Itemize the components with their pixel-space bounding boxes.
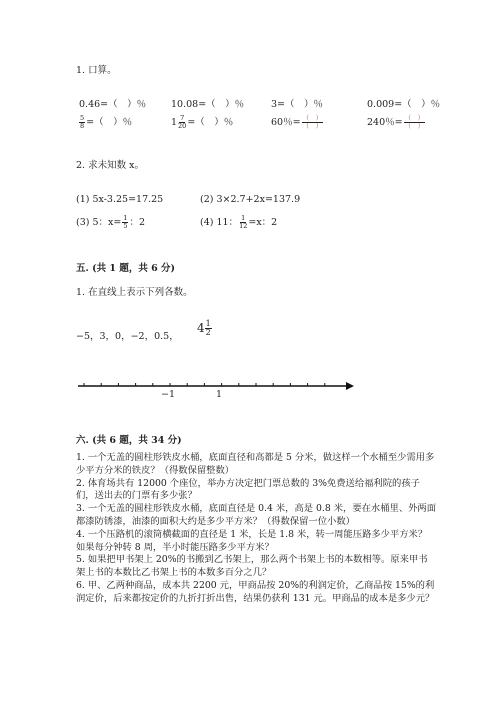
word-problems xyxy=(76,452,436,606)
problem-2: 2. 体育场共有 12000 个座位，举办方决定把门票总数的 3%免费送给福利院的孩子们，送出去的门票有多少张？ xyxy=(76,477,420,502)
section5-title: 五. (共 1 题，共 6 分) xyxy=(76,263,176,274)
section5-question: 1. 在直线上表示下列各数。 xyxy=(76,287,193,298)
oral-item-3: 3=（ ）％ xyxy=(271,99,324,110)
section6-title: 六. (共 6 题，共 34 分) xyxy=(76,435,182,446)
equation-1: (1) 5x-3.25=17.25 xyxy=(76,194,164,205)
section1-heading: 1. 口算。 xyxy=(76,65,117,76)
oral-item-6: 1 $\frac{7}{20}$ =（ ）％ xyxy=(171,114,234,130)
oral-item-4: 0.009=（ ）％ xyxy=(367,99,441,110)
section2-heading: 2. 求未知数 x。 xyxy=(76,160,144,171)
oral-item-5: $\frac{5}{8}$ =（ ）％ xyxy=(80,114,133,130)
equation-4: (4) 11： $\frac{1}{12}$ =x：2 xyxy=(200,214,278,230)
axis-label-one: 1 xyxy=(216,389,223,400)
equation-3: (3) 5：x= $\frac{1}{5}$ ：2 xyxy=(76,214,146,230)
problem-4: 4. 一个压路机的滚筒横截面的直径是 1 米，长是 1.8 米，转一周能压路多少平方米？如果每分钟转 8 周，半小时能压路多少平方米？ xyxy=(76,528,428,553)
problem-1: 1. 一个无盖的圆柱形铁皮水桶，底面直径和高都是 5 分米，做这样一个水桶至少需用多少平方分米的铁皮？（得数保留整数） xyxy=(76,452,435,476)
oral-item-1: 0.46=（ ）％ xyxy=(79,99,147,110)
equation-2: (2) 3×2.7+2x=137.9 xyxy=(200,194,301,205)
oral-item-7: 60％= $\frac{( )}{( )}$ xyxy=(271,114,323,130)
axis-label-neg-one: −1 xyxy=(161,389,176,400)
oral-item-2: 10.08=（ ）％ xyxy=(171,99,245,110)
arrow-head-icon xyxy=(346,382,354,390)
problem-5: 5. 如果把甲书架上 20%的书搬到乙书架上，那么两个书架上书的本数相等。原来甲书架上书的本数比乙书架上书的本数多百分之几？ xyxy=(76,554,428,579)
problem-3: 3. 一个无盖的圆柱形铁皮水桶，底面直径是 0.4 米，高是 0.8 米，要在水桶里、外两面都漆防锈漆，油漆的面积大约是多少平方米？（得数保留一位小数） xyxy=(76,503,437,527)
numbers-to-plot: −5，3，0，−2，0.5， xyxy=(76,331,179,342)
oral-item-8: 240％= $\frac{( )}{( )}$ xyxy=(367,114,425,130)
mixed-number: 4 $\frac{1}{2}$ xyxy=(197,319,211,337)
problem-6: 6. 甲、乙两种商品，成本共 2200 元，甲商品按 20%的利润定价，乙商品按 15%的利润定价，后来都按定价的九折打折出售，结果仍获利 131 元。甲商品的成本是多少元？ xyxy=(76,579,435,604)
